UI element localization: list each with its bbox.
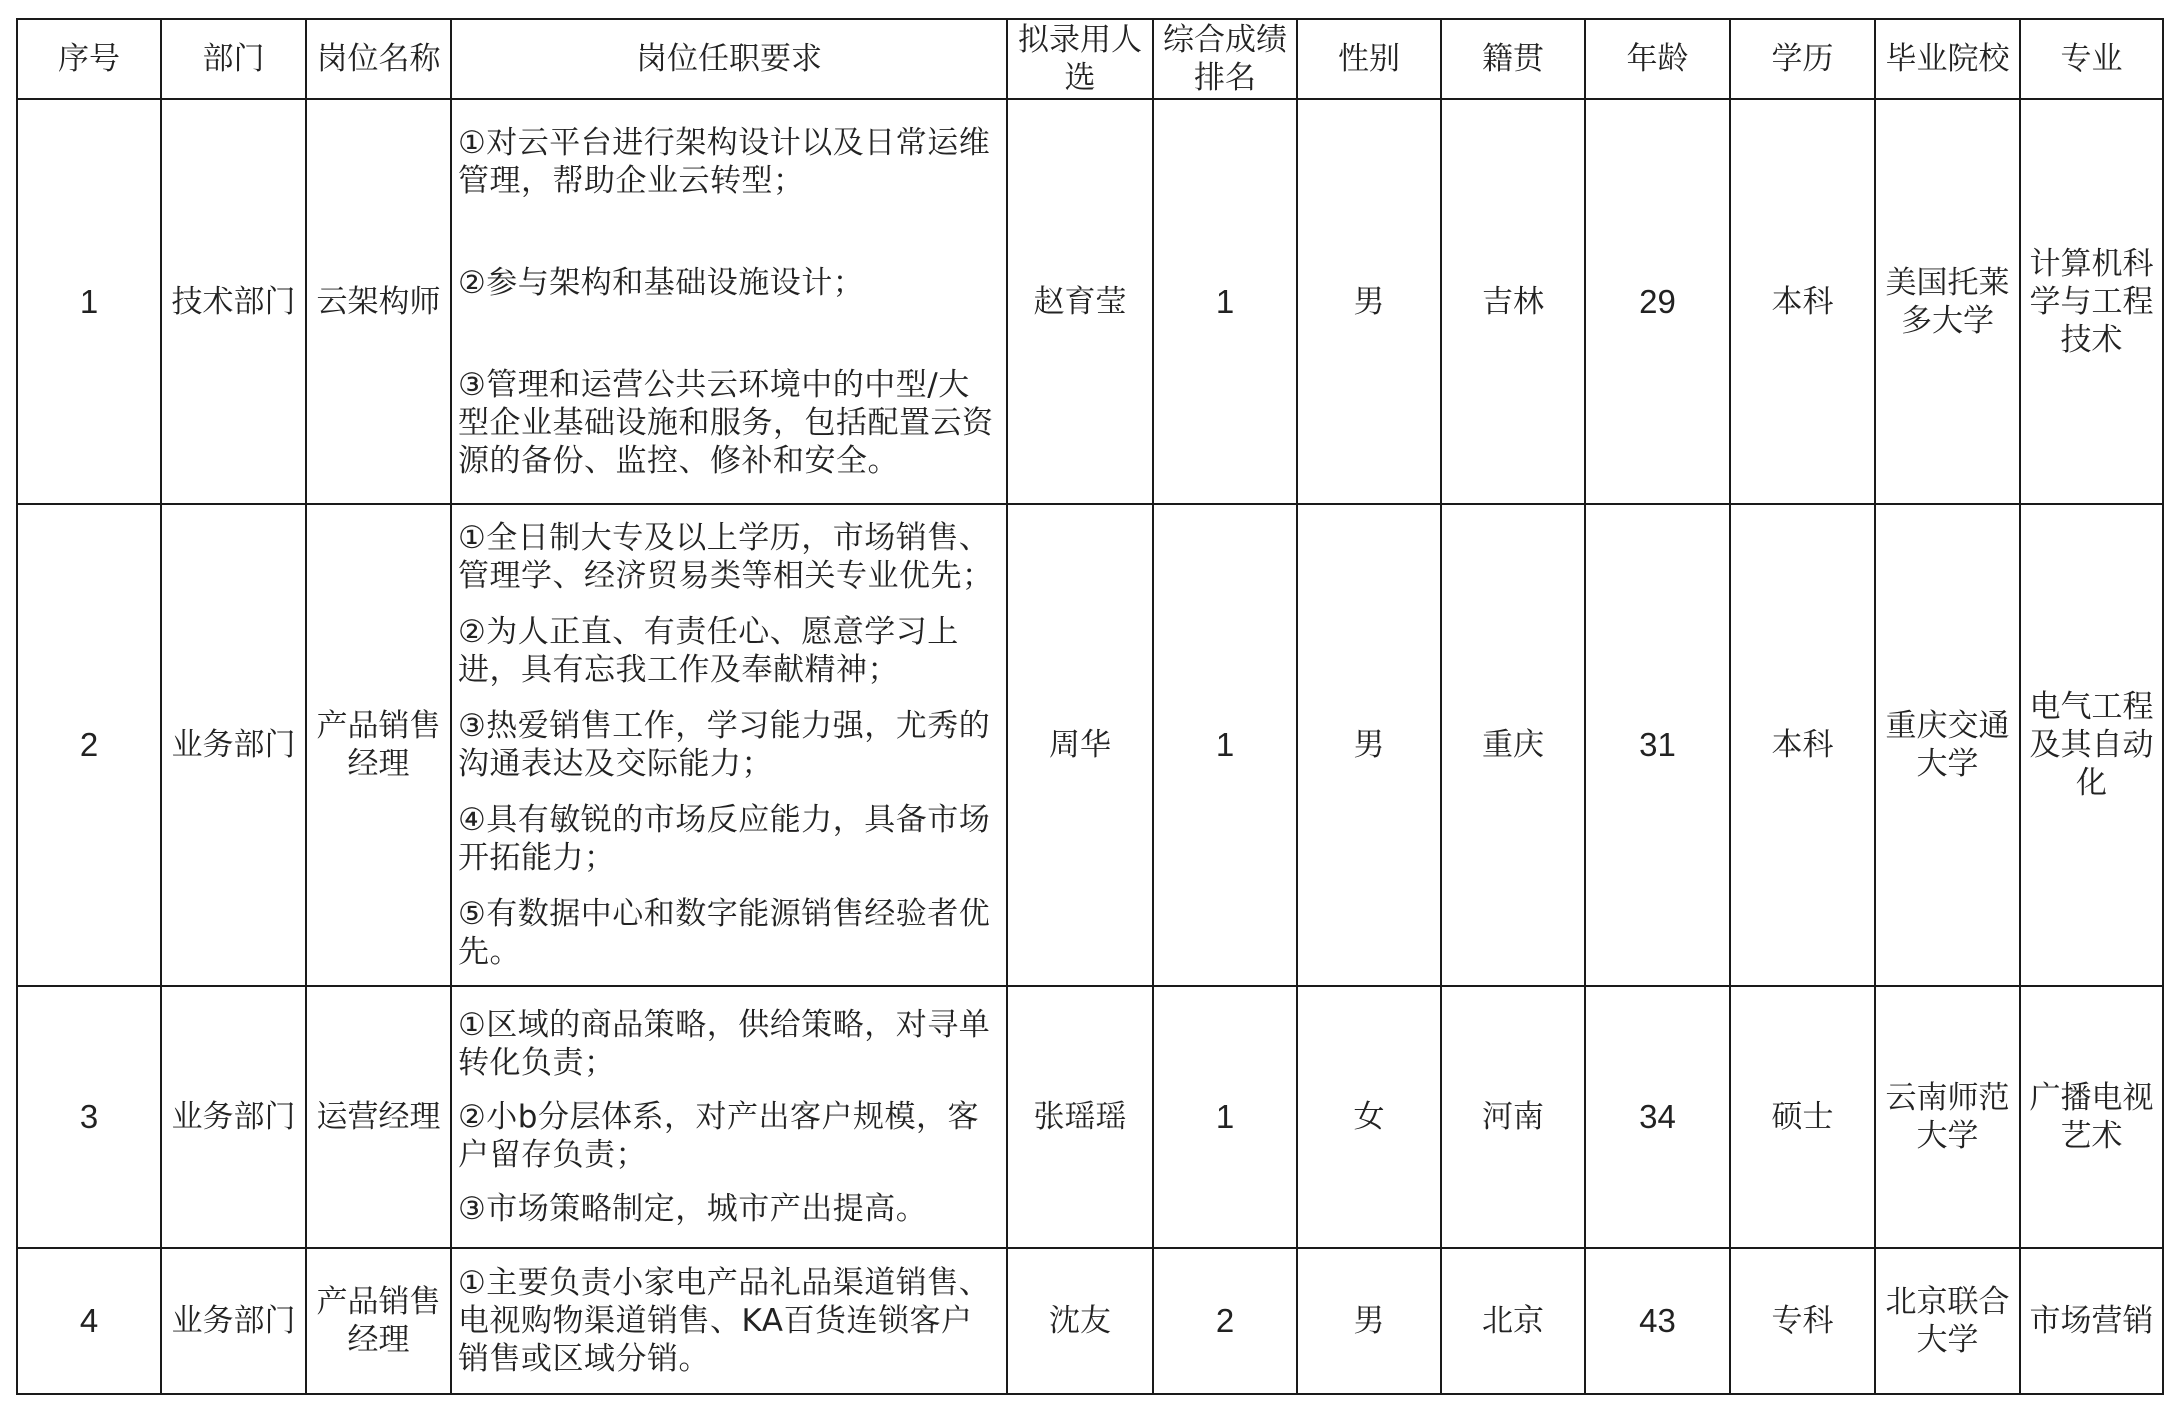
table-row (17, 1248, 2163, 1394)
header-rank: 综合成绩排名 (1153, 19, 1297, 99)
cell-requirements (451, 99, 1007, 504)
requirement-item: ③市场策略制定，城市产出提高。 (458, 1191, 928, 1227)
cell-position: 云架构师 (306, 99, 451, 504)
requirement-item: ①区域的商品策略，供给策略，对寻单转化负责； (458, 1007, 991, 1081)
cell-education: 本科 (1730, 99, 1875, 504)
cell-school: 北京联合大学 (1875, 1248, 2020, 1394)
cell-origin: 吉林 (1441, 99, 1585, 504)
cell-age: 43 (1585, 1248, 1730, 1394)
cell-candidate: 沈友 (1007, 1248, 1153, 1394)
cell-age: 31 (1585, 504, 1730, 986)
cell-origin: 北京 (1441, 1248, 1585, 1394)
header-candidate: 拟录用人选 (1007, 19, 1153, 99)
header-requirements: 岗位任职要求 (451, 19, 1007, 99)
cell-dept: 业务部门 (161, 986, 306, 1248)
cell-origin: 重庆 (1441, 504, 1585, 986)
cell-candidate: 赵育莹 (1007, 99, 1153, 504)
cell-no: 4 (17, 1248, 161, 1394)
cell-school: 重庆交通大学 (1875, 504, 2020, 986)
cell-dept: 业务部门 (161, 1248, 306, 1394)
header-position: 岗位名称 (306, 19, 451, 99)
cell-gender: 女 (1297, 986, 1441, 1248)
table-row (17, 986, 2163, 1248)
cell-major: 计算机科学与工程技术 (2020, 99, 2163, 504)
cell-rank: 1 (1153, 99, 1297, 504)
header-school: 毕业院校 (1875, 19, 2020, 99)
header-dept: 部门 (161, 19, 306, 99)
hiring-table (16, 18, 2164, 1395)
cell-education: 硕士 (1730, 986, 1875, 1248)
requirement-item: ③热爱销售工作，学习能力强，尤秀的沟通表达及交际能力； (458, 708, 991, 782)
cell-position: 产品销售经理 (306, 504, 451, 986)
requirement-item: ②为人正直、有责任心、愿意学习上进，具有忘我工作及奉献精神； (458, 614, 959, 688)
cell-age: 29 (1585, 99, 1730, 504)
cell-education: 专科 (1730, 1248, 1875, 1394)
cell-origin: 河南 (1441, 986, 1585, 1248)
header-age: 年龄 (1585, 19, 1730, 99)
requirement-item: ②小b分层体系，对产出客户规模，客户留存负责； (458, 1099, 979, 1173)
requirement-item: ④具有敏锐的市场反应能力，具备市场开拓能力； (458, 802, 991, 876)
requirement-item: ①主要负责小家电产品礼品渠道销售、电视购物渠道销售、KA百货连锁客户销售或区域分销。 (458, 1265, 991, 1377)
cell-education: 本科 (1730, 504, 1875, 986)
cell-rank: 1 (1153, 986, 1297, 1248)
cell-major: 电气工程及其自动化 (2020, 504, 2163, 986)
cell-position: 运营经理 (306, 986, 451, 1248)
hiring-table-container (16, 18, 2164, 1395)
cell-requirements (451, 986, 1007, 1248)
cell-no: 1 (17, 99, 161, 504)
cell-major: 市场营销 (2020, 1248, 2163, 1394)
requirement-item: ②参与架构和基础设施设计； (458, 264, 865, 301)
header-origin: 籍贯 (1441, 19, 1585, 99)
header-major: 专业 (2020, 19, 2163, 99)
cell-dept: 技术部门 (161, 99, 306, 504)
cell-position: 产品销售经理 (306, 1248, 451, 1394)
table-row (17, 504, 2163, 986)
cell-school: 美国托莱多大学 (1875, 99, 2020, 504)
header-no: 序号 (17, 19, 161, 99)
cell-dept: 业务部门 (161, 504, 306, 986)
cell-gender: 男 (1297, 99, 1441, 504)
header-gender: 性别 (1297, 19, 1441, 99)
cell-requirements (451, 1248, 1007, 1394)
cell-rank: 2 (1153, 1248, 1297, 1394)
cell-school: 云南师范大学 (1875, 986, 2020, 1248)
cell-gender: 男 (1297, 504, 1441, 986)
table-row (17, 99, 2163, 504)
cell-gender: 男 (1297, 1248, 1441, 1394)
cell-rank: 1 (1153, 504, 1297, 986)
cell-requirements (451, 504, 1007, 986)
requirement-item: ⑤有数据中心和数字能源销售经验者优先。 (458, 896, 991, 970)
cell-candidate: 周华 (1007, 504, 1153, 986)
header-education: 学历 (1730, 19, 1875, 99)
cell-no: 3 (17, 986, 161, 1248)
requirement-item: ①全日制大专及以上学历，市场销售、管理学、经济贸易类等相关专业优先； (458, 520, 994, 594)
header-row (17, 19, 2163, 99)
cell-age: 34 (1585, 986, 1730, 1248)
cell-major: 广播电视艺术 (2020, 986, 2163, 1248)
cell-candidate: 张瑶瑶 (1007, 986, 1153, 1248)
requirement-item: ①对云平台进行架构设计以及日常运维管理，帮助企业云转型； (458, 124, 991, 199)
cell-no: 2 (17, 504, 161, 986)
requirement-item: ③管理和运营公共云环境中的中型/大型企业基础设施和服务，包括配置云资源的备份、监控、修补和安全。 (458, 366, 994, 479)
